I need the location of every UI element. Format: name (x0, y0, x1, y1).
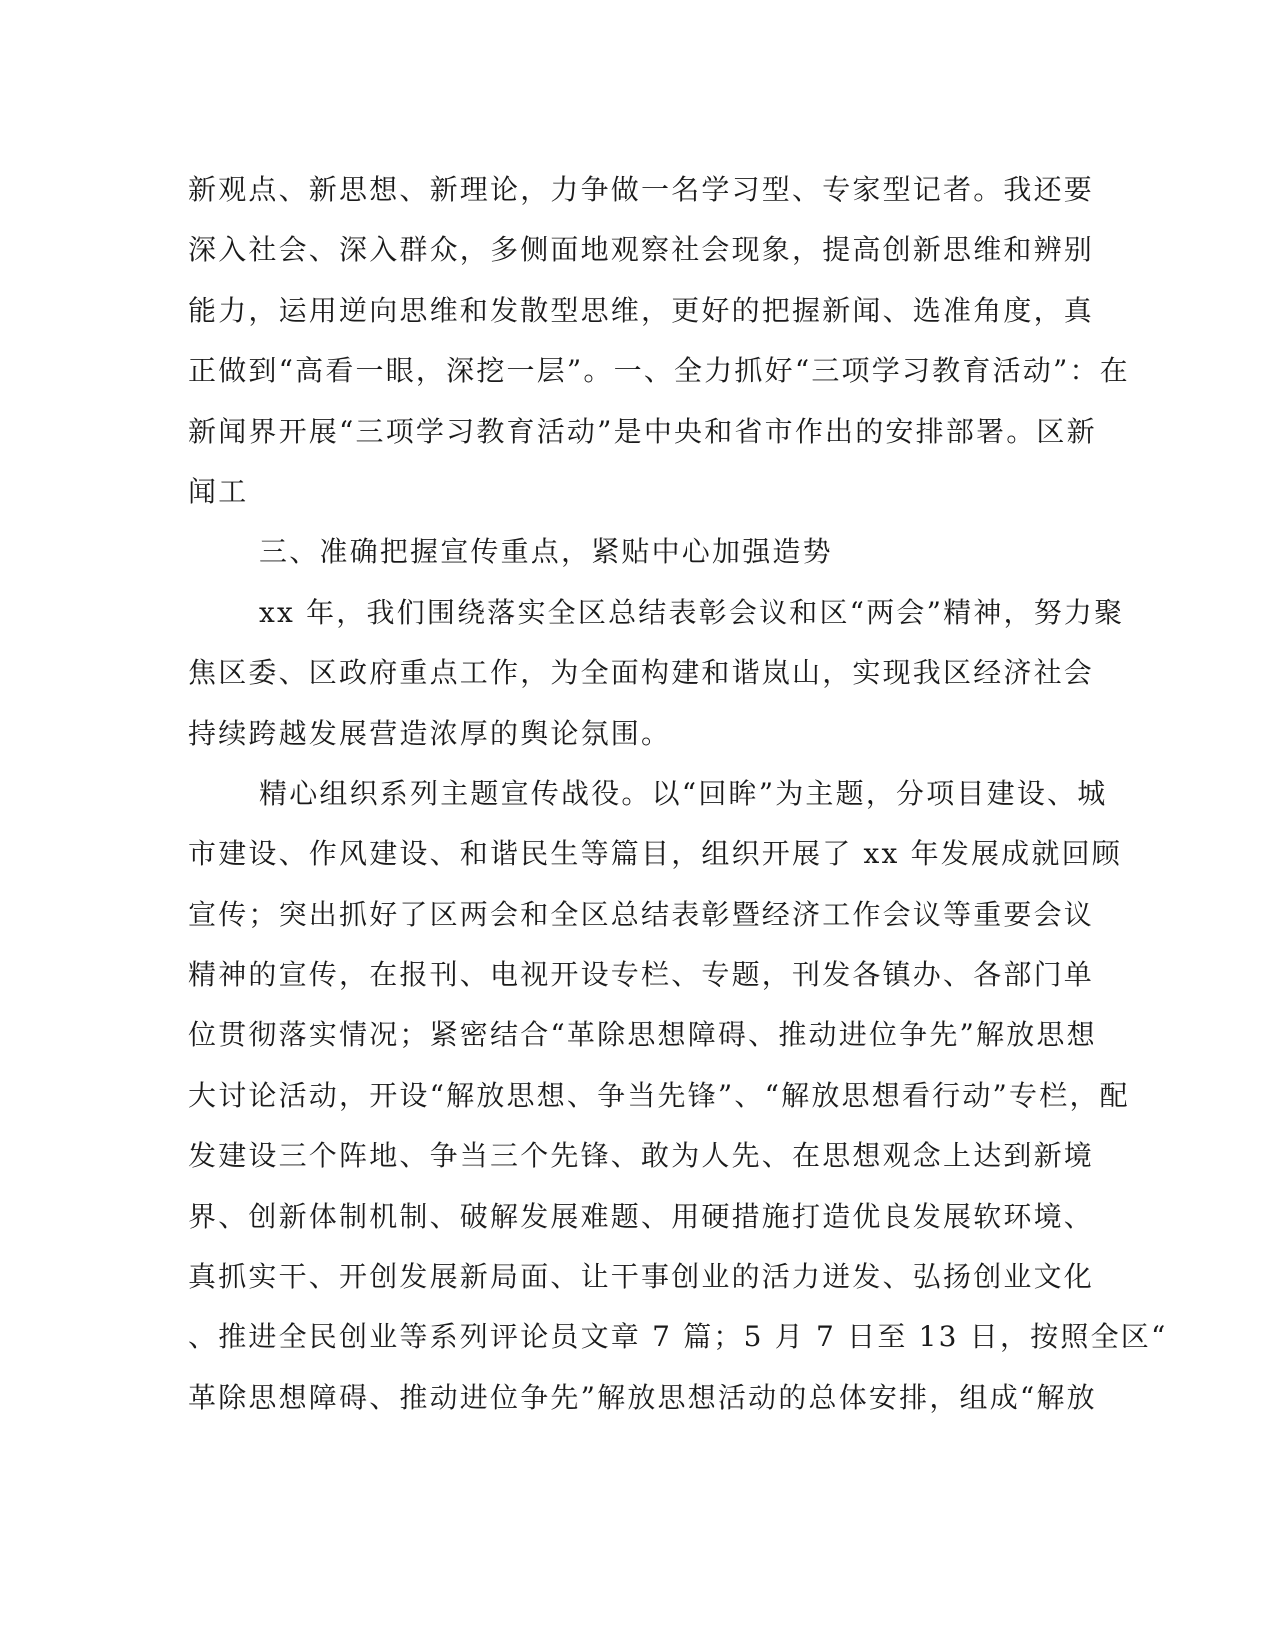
text-line: 位贯彻落实情况；紧密结合“革除思想障碍、推动进位争先”解放思想 (188, 1018, 1097, 1052)
text-line: 深入社会、深入群众，多侧面地观察社会现象，提高创新思维和辨别 (188, 233, 1095, 267)
text-line: 市建设、作风建设、和谐民生等篇目，组织开展了 xx 年发展成就回顾 (188, 837, 1122, 871)
text-line: 宣传；突出抓好了区两会和全区总结表彰暨经济工作会议等重要会议 (188, 897, 1095, 931)
text-line: 能力，运用逆向思维和发散型思维，更好的把握新闻、选准角度，真 (188, 293, 1095, 327)
text-line: xx 年，我们围绕落实全区总结表彰会议和区“两会”精神，努力聚 (259, 595, 1125, 629)
text-line: 真抓实干、开创发展新局面、让干事创业的活力迸发、弘扬创业文化 (188, 1260, 1095, 1294)
text-line: 精神的宣传，在报刊、电视开设专栏、专题，刊发各镇办、各部门单 (188, 958, 1095, 992)
text-line: 新闻界开展“三项学习教育活动”是中央和省市作出的安排部署。区新 (188, 414, 1097, 448)
text-line: 焦区委、区政府重点工作，为全面构建和谐岚山，实现我区经济社会 (188, 656, 1095, 690)
body-text (188, 160, 1168, 1428)
text-line: 大讨论活动，开设“解放思想、争当先锋”、“解放思想看行动”专栏，配 (188, 1078, 1130, 1112)
text-line: 革除思想障碍、推动进位争先”解放思想活动的总体安排，组成“解放 (188, 1380, 1097, 1414)
text-line: 持续跨越发展营造浓厚的舆论氛围。 (188, 716, 672, 750)
text-line: 精心组织系列主题宣传战役。以“回眸”为主题，分项目建设、城 (259, 776, 1108, 810)
section-heading: 三、准确把握宣传重点，紧贴中心加强造势 (259, 535, 833, 569)
text-line: 界、创新体制机制、破解发展难题、用硬措施打造优良发展软环境、 (188, 1199, 1095, 1233)
text-line: 正做到“高看一眼，深挖一层”。一、全力抓好“三项学习教育活动”：在 (188, 354, 1130, 388)
text-line: 发建设三个阵地、争当三个先锋、敢为人先、在思想观念上达到新境 (188, 1139, 1095, 1173)
text-line: 新观点、新思想、新理论，力争做一名学习型、专家型记者。我还要 (188, 173, 1095, 206)
text-line: 、推进全民创业等系列评论员文章 7 篇；5 月 7 日至 13 日，按照全区“ (188, 1320, 1168, 1354)
text-line: 闻工 (188, 474, 249, 508)
